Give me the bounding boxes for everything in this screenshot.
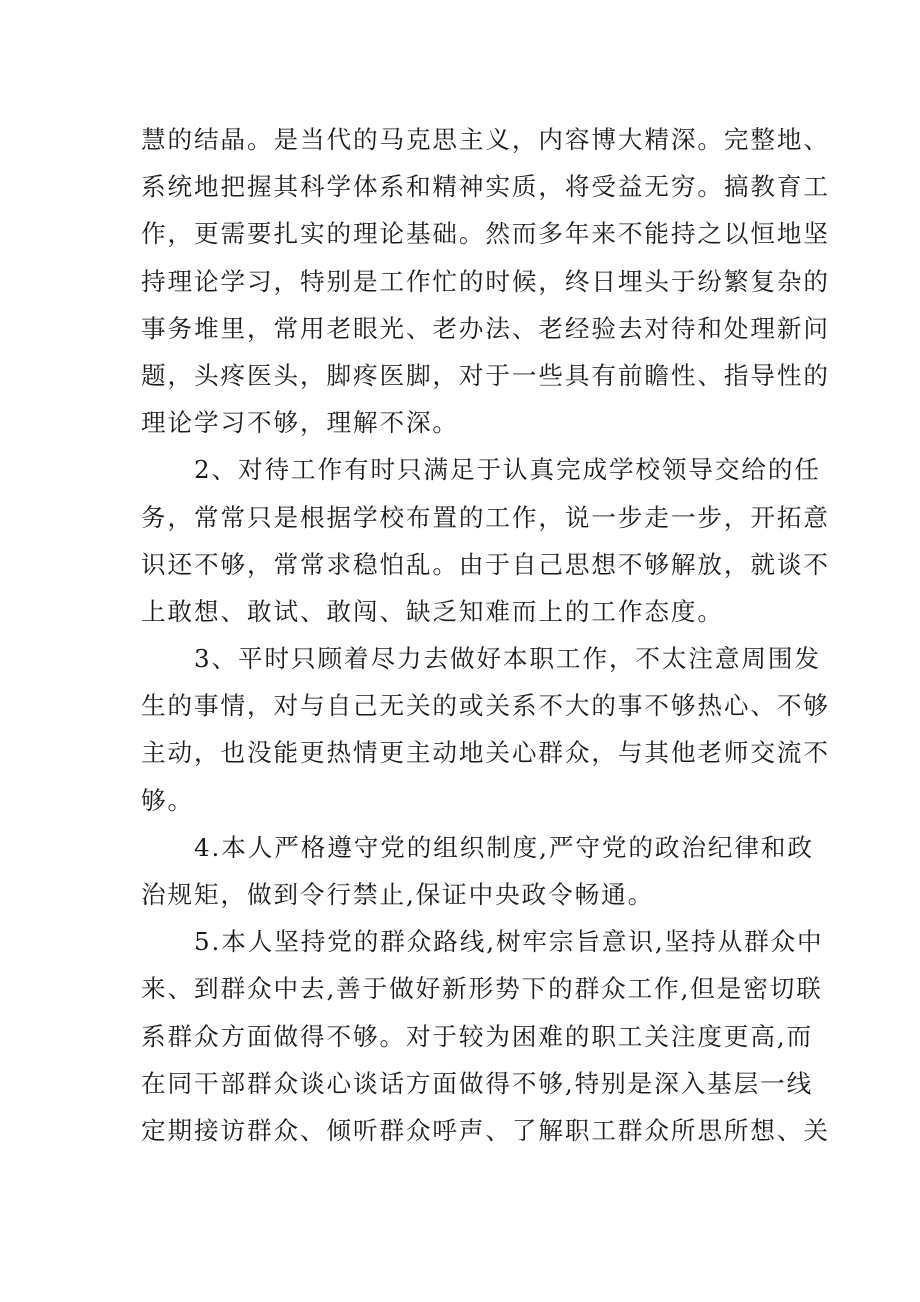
text-line: 上敢想、敢试、敢闯、缺乏知难而上的工作态度。: [141, 596, 724, 626]
text-line: 在同干部群众谈心谈话方面做得不够,特别是深入基层一线: [141, 1068, 814, 1098]
document-body: [141, 116, 830, 1154]
paragraph-3-line: 3、平时只顾着尽力去做好本职工作，不太注意周围发: [141, 644, 821, 674]
text-line: 作，更需要扎实的理论基础。然而多年来不能持之以恒地坚: [141, 219, 830, 249]
text-line: 治规矩，做到令行禁止,保证中央政令畅通。: [141, 880, 655, 909]
text-line: 定期接访群众、倾听群众呼声、了解职工群众所思所想、关: [141, 1115, 830, 1145]
text-line: 系统地把握其科学体系和精神实质，将受益无穷。搞教育工: [141, 172, 830, 202]
paragraph-4-line: 4.本人严格遵守党的组织制度,严守党的政治纪律和政: [141, 832, 814, 862]
paragraph-2-line: 2、对待工作有时只满足于认真完成学校领导交给的任: [141, 455, 821, 485]
text-line: 持理论学习，特别是工作忙的时候，终日埋头于纷繁复杂的: [141, 266, 830, 296]
text-line: 题，头疼医头，脚疼医脚，对于一些具有前瞻性、指导性的: [141, 360, 830, 390]
text-line: 来、到群众中去,善于做好新形势下的群众工作,但是密切联: [141, 974, 823, 1004]
text-line: 理论学习不够，理解不深。: [141, 408, 459, 438]
text-line: 生的事情，对与自己无关的或关系不大的事不够热心、不够: [141, 691, 830, 721]
text-line: 识还不够，常常求稳怕乱。由于自己思想不够解放，就谈不: [141, 549, 830, 579]
paragraph-5-line: 5.本人坚持党的群众路线,树牢宗旨意识,坚持从群众中: [141, 927, 824, 957]
text-line: 务，常常只是根据学校布置的工作，说一步走一步，开拓意: [141, 502, 830, 532]
text-line: 慧的结晶。是当代的马克思主义，内容博大精深。完整地、: [141, 125, 830, 154]
text-line: 事务堆里，常用老眼光、老办法、老经验去对待和处理新问: [141, 313, 830, 343]
text-line: 主动，也没能更热情更主动地关心群众，与其他老师交流不: [141, 738, 830, 768]
text-line: 够。: [141, 785, 194, 815]
text-line: 系群众方面做得不够。对于较为困难的职工关注度更高,而: [141, 1021, 814, 1051]
